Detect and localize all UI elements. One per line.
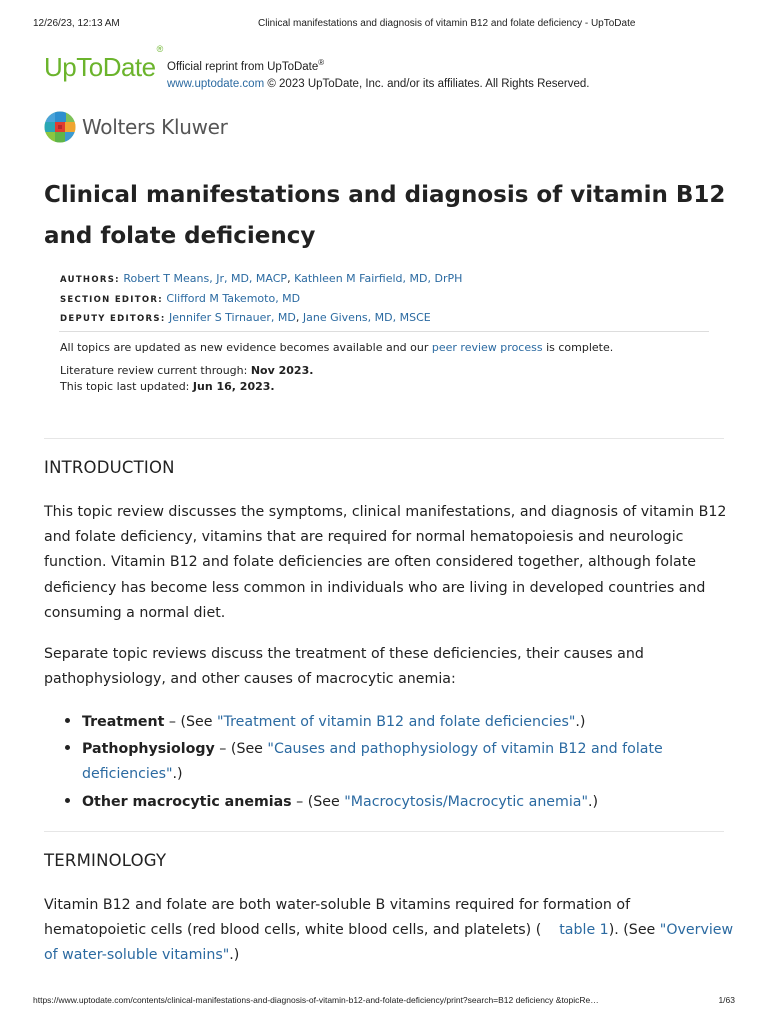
article-title: Clinical manifestations and diagnosis of vitamin B12 and folate deficiency: [44, 182, 726, 249]
topic-link[interactable]: "Treatment of vitamin B12 and folate deficiencies": [217, 714, 576, 730]
author-link[interactable]: Robert T Means, Jr, MD, MACP: [123, 272, 288, 285]
introduction-paragraph-2: Separate topic reviews discuss the treatment of these deficiencies, their causes and pathophysiology, and other causes of macrocytic anemia:: [44, 646, 644, 688]
uptodate-site-link[interactable]: www.uptodate.com: [167, 77, 265, 90]
introduction-heading: INTRODUCTION: [44, 458, 175, 477]
terminology-text-mid: ). (See: [608, 922, 660, 939]
section-editor-row: [60, 290, 710, 310]
wolters-kluwer-mark-icon: [44, 111, 76, 143]
topic-link[interactable]: "Causes and pathophysiology of vitamin B12 and folate deficiencies": [82, 741, 663, 783]
deputy-editors-row: DEPUTY EDITORS: Jennifer S Tirnauer, MD, Jane Givens, MD, MSCE: [60, 311, 431, 324]
wolters-kluwer-text: Wolters Kluwer: [82, 115, 228, 139]
uptodate-logo-text: UpToDate: [44, 52, 156, 82]
table-1-link[interactable]: table 1: [559, 922, 609, 939]
list-item: [82, 735, 762, 787]
list-item-prefix: – (See: [291, 793, 345, 810]
reprint-prefix: Official reprint from UpToDate: [167, 60, 319, 73]
terminology-paragraph: [44, 893, 734, 969]
uptodate-logo-mark: ®: [156, 44, 163, 55]
list-item-term: Other macrocytic anemias: [82, 793, 292, 810]
list-item-prefix: – (See: [214, 741, 268, 758]
update-note-suffix: is complete.: [542, 341, 614, 354]
terminology-text-end: .): [229, 947, 240, 964]
deputy-editor-link[interactable]: Jane Givens, MD, MSCE: [302, 311, 431, 324]
section-editor-label: SECTION EDITOR:: [60, 294, 163, 305]
last-updated-line: [60, 379, 720, 395]
review-info: [60, 340, 720, 395]
list-item: [82, 788, 762, 815]
peer-review-link[interactable]: peer review process: [431, 341, 543, 354]
reprint-notice: [167, 54, 667, 93]
section-divider: [44, 438, 724, 439]
page-number: 1/63: [718, 995, 735, 1005]
list-item-term: Treatment: [82, 714, 165, 730]
deputy-editors-label: DEPUTY EDITORS:: [60, 314, 166, 324]
reprint-mark: ®: [318, 58, 325, 67]
update-note-prefix: All topics are updated as new evidence becomes available and our: [60, 341, 432, 354]
wolters-kluwer-logo: [44, 111, 304, 145]
terminology-heading: TERMINOLOGY: [44, 851, 167, 870]
list-item-suffix: .): [575, 714, 586, 730]
section-editor-link[interactable]: Clifford M Takemoto, MD: [166, 291, 301, 305]
author-link[interactable]: Kathleen M Fairfield, MD, DrPH: [294, 272, 463, 285]
overview-link[interactable]: "Overview of water-soluble vitamins": [44, 922, 734, 964]
section-divider: [44, 831, 724, 832]
print-datetime: 12/26/23, 12:13 AM: [33, 18, 120, 29]
authors-row: AUTHORS: Robert T Means, Jr, MD, MACP, Kathleen M Fairfield, MD, DrPH: [60, 272, 463, 285]
lit-review-date: Nov 2023.: [250, 364, 314, 377]
list-item-prefix: – (See: [164, 714, 218, 730]
copyright-text: © 2023 UpToDate, Inc. and/or its affiliates. All Rights Reserved.: [264, 77, 590, 90]
print-footer: [33, 995, 735, 1009]
last-updated-date: Jun 16, 2023.: [192, 380, 275, 393]
authors-label: AUTHORS:: [60, 275, 120, 285]
introduction-paragraph-1: This topic review discusses the symptoms, clinical manifestations, and diagnosis of vitamin B12 and folate deficiency, vitamins that are required for normal hematopoiesis and neurologic function. Vitamin B12 and folate deficiencies are often considered together, although folate deficiency has become less common in individuals who are living in developed countries and consuming a normal diet.: [44, 504, 727, 621]
meta-divider: [59, 331, 709, 332]
list-item-suffix: .): [588, 793, 599, 810]
list-item: [82, 708, 762, 735]
update-note: [60, 340, 720, 356]
print-page-title: Clinical manifestations and diagnosis of vitamin B12 and folate deficiency - UpToDate: [258, 18, 636, 29]
list-item-term: Pathophysiology: [82, 741, 215, 758]
uptodate-logo[interactable]: [44, 44, 163, 83]
topic-link[interactable]: "Macrocytosis/Macrocytic anemia": [344, 793, 589, 810]
related-topics-list: [44, 708, 762, 815]
article-meta: [60, 270, 710, 329]
lit-review-line: [60, 363, 720, 379]
last-updated-label: This topic last updated:: [60, 380, 193, 393]
print-url: https://www.uptodate.com/contents/clinical-manifestations-and-diagnosis-of-vitamin-b12-and-folate-deficiency/print?search=B12 deficiency &topicRe…: [33, 995, 599, 1005]
terminology-text-start: Vitamin B12 and folate are both water-soluble B vitamins required for formation of hematopoietic cells (red blood cells, white blood cells, and platelets) (: [44, 897, 631, 939]
list-item-suffix: .): [172, 766, 183, 783]
print-header: [33, 18, 735, 32]
deputy-editor-link[interactable]: Jennifer S Tirnauer, MD: [169, 311, 296, 324]
lit-review-label: Literature review current through:: [60, 364, 251, 377]
